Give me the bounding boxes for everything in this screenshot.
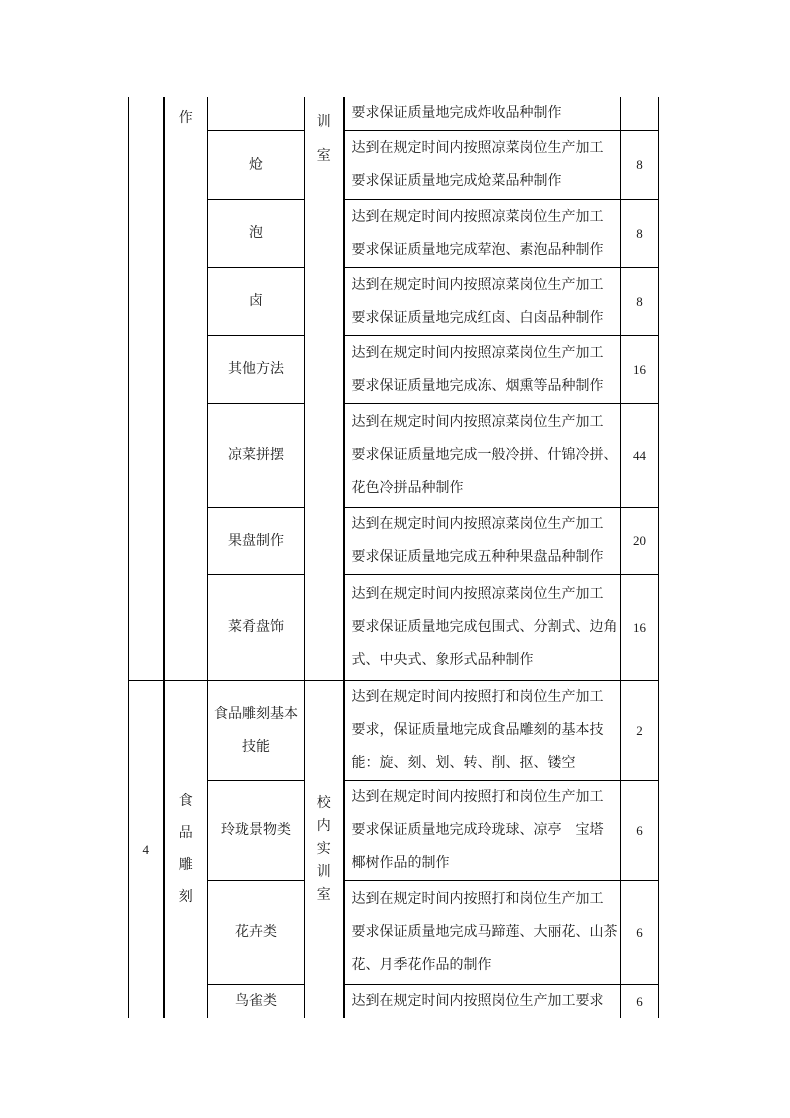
description-cell	[344, 881, 621, 985]
description-cell	[344, 404, 621, 508]
hours-cell: 8	[621, 200, 659, 268]
description-line: 要求保证质量地完成马蹄莲、大丽花、山茶	[351, 925, 618, 940]
item-cell: 花卉类	[208, 881, 305, 985]
table-row	[129, 881, 659, 985]
description-line: 达到在规定时间内按照打和岗位生产加工	[351, 690, 604, 705]
description-line: 要求，保证质量地完成食品雕刻的基本技	[351, 723, 604, 738]
location-cell	[305, 97, 344, 681]
description-line: 要求保证质量地完成五种种果盘品种制作	[351, 550, 604, 565]
hours-cell	[621, 97, 659, 131]
description-line: 达到在规定时间内按照打和岗位生产加工	[351, 790, 604, 805]
item-cell: 卤	[208, 268, 305, 336]
hours-cell: 8	[621, 131, 659, 200]
section-number-cell	[129, 97, 164, 681]
hours-cell: 8	[621, 268, 659, 336]
table-row	[129, 575, 659, 681]
item-cell: 鸟雀类	[208, 985, 305, 1019]
hours-cell: 20	[621, 508, 659, 575]
category-cell	[164, 97, 208, 681]
description-cell	[344, 985, 621, 1019]
description-line: 达到在规定时间内按照凉菜岗位生产加工	[351, 415, 604, 430]
item-cell: 菜肴盘饰	[208, 575, 305, 681]
description-line: 要求保证质量地完成冻、烟熏等品种制作	[351, 378, 604, 394]
description-line: 式、中央式、象形式品种制作	[351, 653, 534, 668]
hours-cell: 6	[621, 781, 659, 881]
description-line: 达到在规定时间内按照凉菜岗位生产加工	[351, 277, 604, 293]
hours-cell: 6	[621, 985, 659, 1019]
description-line: 要求保证质量地完成红卤、白卤品种制作	[351, 310, 604, 326]
description-line: 达到在规定时间内按照凉菜岗位生产加工	[351, 587, 604, 602]
description-cell	[344, 508, 621, 575]
hours-cell: 16	[621, 575, 659, 681]
category-cell	[164, 681, 208, 1019]
table-row	[129, 97, 659, 131]
table-row	[129, 508, 659, 575]
item-cell: 果盘制作	[208, 508, 305, 575]
description-line: 要求保证质量地完成荤泡、素泡品种制作	[351, 242, 604, 258]
description-cell	[344, 781, 621, 881]
location-cell	[305, 681, 344, 1019]
item-cell	[208, 97, 305, 131]
table-row	[129, 404, 659, 508]
item-cell: 玲珑景物类	[208, 781, 305, 881]
location-vertical-text: 训室	[316, 115, 331, 164]
category-vertical-text: 作	[178, 111, 193, 126]
location-vertical-text: 校内实训室	[316, 796, 331, 903]
hours-cell: 2	[621, 681, 659, 781]
description-cell	[344, 336, 621, 404]
description-line: 椰树作品的制作	[351, 856, 450, 871]
description-cell	[344, 575, 621, 681]
description-line: 达到在规定时间内按照凉菜岗位生产加工	[351, 209, 604, 225]
item-cell: 炝	[208, 131, 305, 200]
description-cell	[344, 200, 621, 268]
item-cell: 其他方法	[208, 336, 305, 404]
section-number-cell: 4	[129, 681, 164, 1019]
item-cell: 食品雕刻基本技能	[208, 681, 305, 781]
description-line: 达到在规定时间内按照岗位生产加工要求	[351, 994, 604, 1009]
table-row	[129, 200, 659, 268]
table-row	[129, 681, 659, 781]
description-line: 要求保证质量地完成玲珑球、凉亭 宝塔	[351, 823, 604, 838]
description-cell	[344, 131, 621, 200]
item-cell: 泡	[208, 200, 305, 268]
hours-cell: 16	[621, 336, 659, 404]
hours-cell: 6	[621, 881, 659, 985]
description-line: 花色冷拼品种制作	[351, 481, 464, 496]
description-line: 能：旋、刻、划、转、削、抠、镂空	[351, 756, 576, 771]
description-cell	[344, 97, 621, 131]
description-line: 达到在规定时间内按照凉菜岗位生产加工	[351, 141, 604, 156]
category-vertical-text: 食品雕刻	[178, 793, 193, 905]
hours-cell: 44	[621, 404, 659, 508]
description-line: 花、月季花作品的制作	[351, 958, 492, 973]
training-schedule-table	[128, 97, 659, 1018]
description-line: 要求保证质量地完成炝菜品种制作	[351, 174, 562, 189]
description-line: 要求保证质量地完成包围式、分割式、边角	[351, 620, 618, 635]
item-cell: 凉菜拼摆	[208, 404, 305, 508]
description-cell	[344, 681, 621, 781]
table-row	[129, 781, 659, 881]
description-line: 达到在规定时间内按照打和岗位生产加工	[351, 892, 604, 907]
description-line: 达到在规定时间内按照凉菜岗位生产加工	[351, 517, 604, 532]
description-line: 要求保证质量地完成炸收品种制作	[351, 106, 562, 121]
table-row	[129, 336, 659, 404]
description-line: 要求保证质量地完成一般冷拼、什锦冷拼、	[351, 448, 618, 463]
table-row	[129, 131, 659, 200]
description-line: 达到在规定时间内按照凉菜岗位生产加工	[351, 345, 604, 361]
description-cell	[344, 268, 621, 336]
table-row	[129, 268, 659, 336]
table-row	[129, 985, 659, 1019]
